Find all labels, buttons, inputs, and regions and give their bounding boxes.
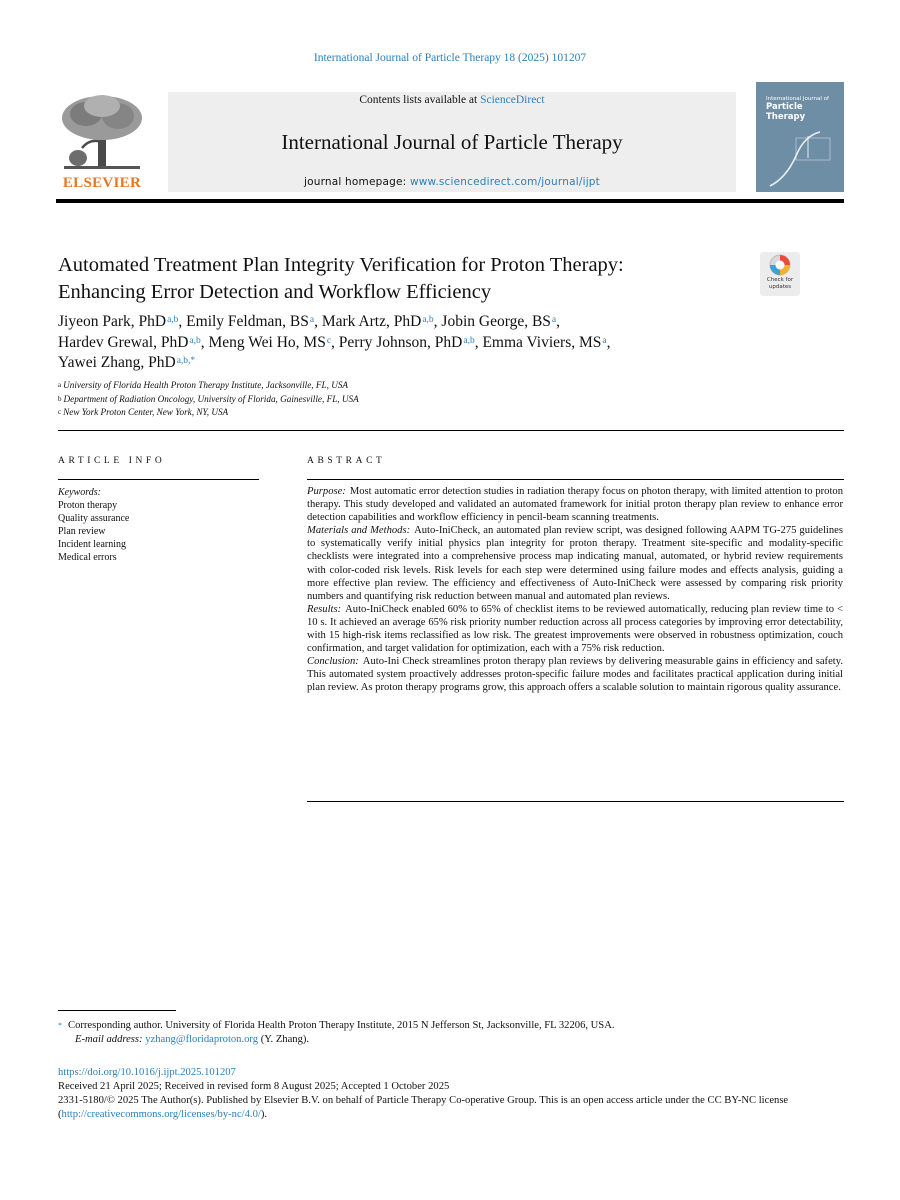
corresponding-author-footnote <box>58 1019 844 1047</box>
abstract-results-text: Auto-IniCheck enabled 60% to 65% of checklist items to be reviewed automatically, reducing plan review time to < 10 s. It achieved an average 65% risk priority number reduction across all process categories by improving error detectability, with 15 high-risk items reclassified as low risk. The greatest improvements were observed in robustness optimization, couch confirmation, and target validation for optimization, each with a 75% risk reduction. <box>307 603 843 655</box>
author-name[interactable]: Yawei Zhang, PhD <box>58 354 176 371</box>
journal-homepage-link[interactable]: www.sciencedirect.com/journal/ijpt <box>409 176 600 188</box>
cover-subtitle: International Journal of <box>766 96 829 102</box>
article-info-heading: ARTICLE INFO <box>58 456 166 466</box>
author-affiliation-mark[interactable]: a <box>602 335 607 346</box>
license-link[interactable]: http://creativecommons.org/licenses/by-nc/4.0/ <box>61 1109 261 1121</box>
check-for-updates-badge[interactable] <box>760 252 800 296</box>
abstract-methods-text: Auto-IniCheck, an automated plan review script, was designed following AAPM TG-275 guidelines to systematically verify initial physics plan integrity for proton therapy. Treatment site-specific and modality-specific checklists were integrated into a comprehensive process map indicating manual, automated, or hybrid review requirements with color-coded risk levels. Risk levels for each step were determined using failure modes and effects analysis, guiding a more effective plan review. The efficiency and effectiveness of Auto-IniCheck were assessed by comparing risk priority numbers and quantifying risk reduction between manual and automated plan reviews. <box>307 525 843 602</box>
keyword-item: Proton therapy <box>58 500 118 511</box>
email-suffix: (Y. Zhang). <box>260 1034 310 1045</box>
keyword-item: Plan review <box>58 526 106 537</box>
abstract-conclusion-text: Auto-Ini Check streamlines proton therapy plan reviews by delivering measurable gains in efficiency and safety. This automated system proactively addresses proton-specific failure modes and facilitates practical application during initial plan review. As proton therapy programs grow, this approach offers a scalable solution to maintain rigorous quality assurance. <box>307 656 843 694</box>
journal-homepage-line <box>168 176 736 188</box>
journal-header <box>168 92 736 192</box>
crossmark-icon <box>760 252 800 278</box>
email-label: E-mail address: <box>75 1034 143 1045</box>
affiliation-text: University of Florida Health Proton Therapy Institute, Jacksonville, FL, USA <box>63 380 349 390</box>
abstract-purpose-text: Most automatic error detection studies in radiation therapy focus on photon therapy, with limited attention to proton therapy. This study developed and validated an automated framework for initial proton therapy plan review to enhance error detection capabilities and workflow efficiency in pencil-beam scanning treatments. <box>307 486 843 524</box>
publication-info <box>58 1066 844 1122</box>
abstract-conclusion-label: Conclusion: <box>307 656 359 668</box>
crossmark-line-1: Check for <box>766 277 794 283</box>
author-affiliation-mark[interactable]: a,b,* <box>176 356 196 366</box>
article-title <box>58 252 748 306</box>
footnote-divider <box>58 1010 176 1011</box>
journal-cover-thumbnail[interactable] <box>756 82 844 192</box>
author-affiliation-mark[interactable]: a,b <box>463 335 475 346</box>
affiliation-item <box>58 379 658 393</box>
author-name[interactable]: Mark Artz, PhD <box>321 313 422 330</box>
abstract-divider <box>307 479 844 480</box>
footnote-mark: * <box>58 1021 62 1030</box>
abstract-body <box>307 485 843 695</box>
author-affiliation-mark[interactable]: a,b <box>189 335 201 346</box>
author-name[interactable]: Emily Feldman, BS <box>186 313 309 330</box>
sciencedirect-link[interactable]: ScienceDirect <box>480 94 545 106</box>
keyword-item: Medical errors <box>58 552 117 563</box>
keyword-item: Quality assurance <box>58 513 130 524</box>
title-line-1: Automated Treatment Plan Integrity Verification for Proton Therapy: <box>58 254 624 276</box>
affiliation-divider <box>58 430 844 431</box>
journal-title: International Journal of Particle Therapy <box>281 130 623 154</box>
title-line-2: Enhancing Error Detection and Workflow Efficiency <box>58 281 492 303</box>
homepage-prefix: journal homepage: <box>303 176 407 188</box>
elsevier-wordmark: ELSEVIER <box>62 175 142 191</box>
author-list: Jiyeon Park, PhD$^{a,b}$, Emily Feldman, $BS^a$, Mark Artz, PhD$^{a,b}$, Jobin George, $BS^a$, Hardev Grewal, PhD$^{a,b}$, Meng Wei Ho, $MS^c$, Perry Johnson, PhD$^{a,b}$, Emma Viviers, $MS^a$, Yawei Zhang, PhD$^{a,b,*}$ <box>58 313 611 371</box>
affiliation-item <box>58 406 658 420</box>
author-affiliation-mark[interactable]: c <box>326 335 332 346</box>
affiliation-mark: c <box>58 408 62 416</box>
abstract-results-label: Results: <box>307 603 342 615</box>
license-statement <box>58 1094 844 1122</box>
article-info-divider <box>58 479 259 480</box>
affiliation-item <box>58 393 658 407</box>
crossmark-line-2: updates <box>768 284 792 290</box>
abstract-conclusion <box>307 655 843 694</box>
abstract-results <box>307 603 843 655</box>
author-affiliation-mark[interactable]: a,b <box>422 315 434 325</box>
license-text: 2331-5180/© 2025 The Author(s). Published by Elsevier B.V. on behalf of Particle Therapy Co-operative Group. This is an open access article under the CC BY-NC license ( <box>58 1095 789 1121</box>
cover-artwork-icon <box>756 82 844 192</box>
corresponding-line <box>58 1019 844 1033</box>
author-affiliation-mark[interactable]: a <box>551 315 557 325</box>
keyword-item: Incident learning <box>58 539 127 550</box>
affiliation-mark: a <box>58 381 62 389</box>
contents-available-line <box>168 94 736 106</box>
email-link[interactable]: yzhang@floridaproton.org <box>145 1034 259 1045</box>
affiliation-list <box>58 379 658 420</box>
author-name[interactable]: Hardev Grewal, PhD <box>58 333 189 351</box>
cover-title: Particle Therapy <box>766 102 806 122</box>
author-name[interactable]: Meng Wei Ho, MS <box>208 333 326 351</box>
journal-citation-link[interactable]: International Journal of Particle Therapy 18 (2025) 101207 <box>313 52 587 64</box>
affiliation-text: Department of Radiation Oncology, University of Florida, Gainesville, FL, USA <box>63 393 359 404</box>
header-divider <box>56 199 844 203</box>
abstract-heading: ABSTRACT <box>307 456 386 466</box>
abstract-end-divider <box>307 801 844 802</box>
received-dates: Received 21 April 2025; Received in revised form 8 August 2025; Accepted 1 October 2025 <box>58 1081 450 1093</box>
check-for-updates-label <box>760 277 800 291</box>
affiliation-text: New York Proton Center, New York, NY, USA <box>63 407 229 417</box>
abstract-purpose <box>307 485 843 524</box>
author-affiliation-mark[interactable]: a <box>309 315 315 325</box>
keywords-block <box>58 486 258 564</box>
email-line <box>58 1033 844 1047</box>
author-name[interactable]: Emma Viviers, MS <box>482 333 602 351</box>
keywords-label: Keywords: <box>58 487 101 498</box>
author-name[interactable]: Jobin George, BS <box>441 313 551 330</box>
elsevier-tree-icon <box>56 92 148 172</box>
abstract-purpose-label: Purpose: <box>307 486 346 497</box>
author-name[interactable]: Jiyeon Park, PhD <box>58 313 167 330</box>
corresponding-text: Corresponding author. University of Florida Health Proton Therapy Institute, 2015 N Jefferson St, Jacksonville, FL 32206, USA. <box>68 1020 615 1031</box>
abstract-methods-label: Materials and Methods: <box>307 525 411 537</box>
author-name[interactable]: Perry Johnson, PhD <box>338 333 463 351</box>
contents-prefix: Contents lists available at <box>359 94 478 106</box>
license-end: ). <box>260 1109 267 1121</box>
author-affiliation-mark[interactable]: a,b <box>167 315 179 325</box>
doi-link[interactable]: https://doi.org/10.1016/j.ijpt.2025.101207 <box>58 1067 236 1078</box>
affiliation-mark: b <box>58 394 62 403</box>
abstract-methods <box>307 524 843 603</box>
elsevier-logo <box>56 92 148 192</box>
